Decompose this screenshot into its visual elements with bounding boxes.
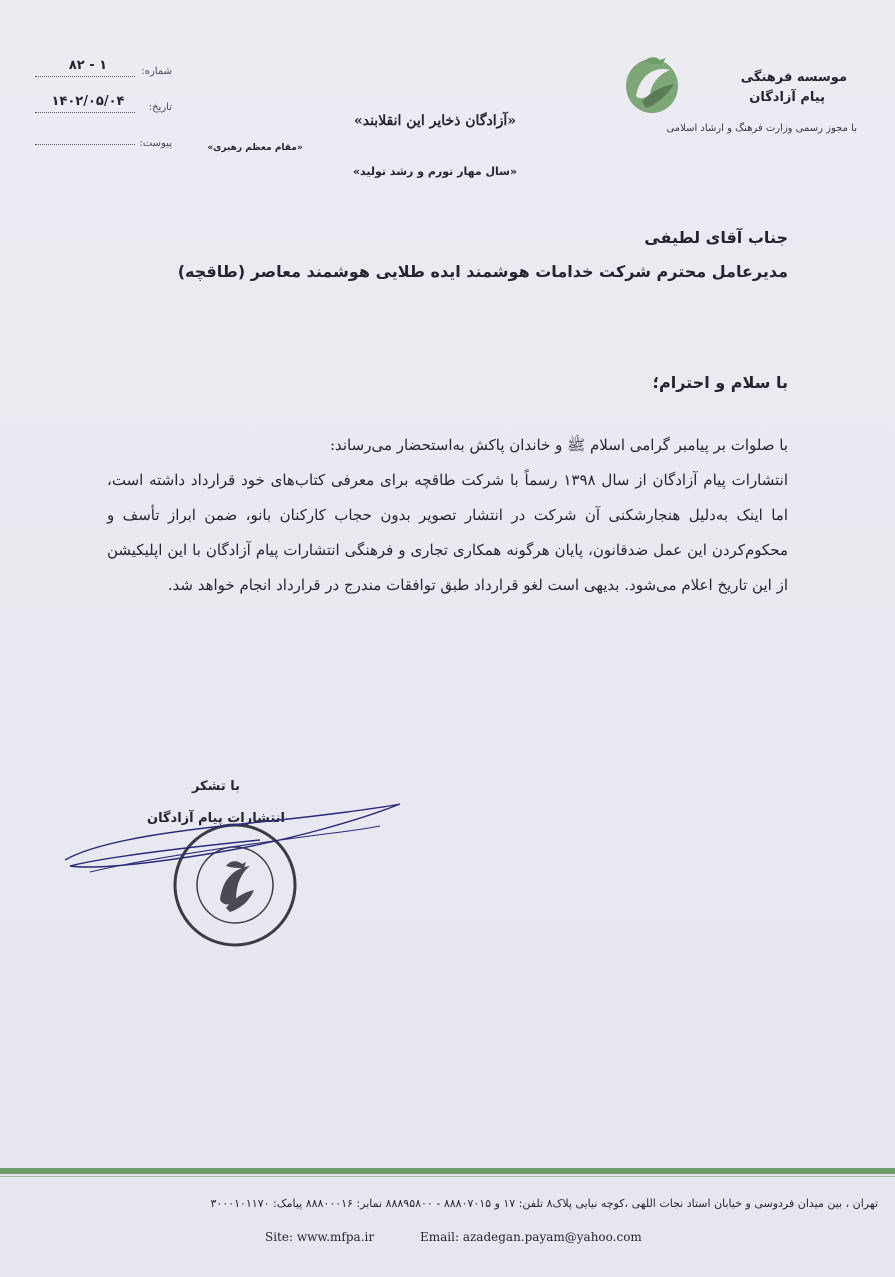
dotted-line	[35, 76, 135, 77]
number-row	[30, 58, 180, 94]
bird-logo-icon	[622, 52, 682, 114]
body-paragraph: با صلوات بر پیامبر گرامی اسلام ﷺ و خاندان پاکش به‌استحضار می‌رساند:	[329, 436, 788, 454]
letter-body	[107, 428, 788, 603]
footer-address: تهران ، بین میدان فردوسی و خیابان استاد نجات اللهی ،کوچه نیایی پلاک۸ تلفن: ۱۷ و ۸۸۸۰۷۰۱۵ - ۸۸۸۹۵۸۰۰ نمابر: ۸۸۸۰۰۰۱۶ پیامک: ۳۰۰۰۱۰۱۱۷۰	[210, 1197, 878, 1210]
handwritten-signature	[60, 800, 405, 880]
org-subname: پیام آزادگان	[749, 90, 825, 105]
number-value: ۸۲ - ۱	[68, 58, 108, 73]
license-line: با مجوز رسمی وزارت فرهنگ و ارشاد اسلامی	[666, 123, 857, 134]
addressee-title: مدیرعامل محترم شرکت خدامات هوشمند ایده طلایی هوشمند معاصر (طاقچه)	[177, 262, 788, 281]
footer-website: Site: www.mfpa.ir	[265, 1230, 375, 1244]
motto-primary: «آزادگان ذخایر این انقلابند»	[353, 113, 517, 129]
attachment-row	[30, 130, 180, 166]
greeting: با سلام و احترام؛	[652, 373, 788, 392]
letter-meta	[30, 58, 180, 166]
footer-email: Email: azadegan.payam@yahoo.com	[420, 1230, 642, 1244]
footer-divider-thin	[0, 1176, 895, 1177]
footer-divider	[0, 1168, 895, 1174]
signer-name: انتشارات پیام آزادگان	[146, 811, 285, 826]
dotted-line	[35, 144, 135, 145]
date-row	[30, 94, 180, 130]
closing: با تشکر	[191, 779, 240, 794]
body-paragraph: انتشارات پیام آزادگان از سال ۱۳۹۸ رسماً با شرکت طاقچه برای معرفی کتاب‌های خود قرارداد داشته است، اما اینک به‌دلیل هنجارشکنی آن شرکت در انتشار تصویر بدون حجاب کارکنان بانو، ضمن ابراز تأسف و محکوم‌کردن این عمل ضدقانون، پایان هرگونه همکاری تجاری و فرهنگی انتشارات پیام آزادگان با این اپلیکیشن از این تاریخ اعلام می‌شود. بدیهی است لغو قرارداد طبق توافقات مندرج در قرارداد انجام خواهد شد.	[107, 471, 789, 594]
dotted-line	[35, 112, 135, 113]
number-label: شماره:	[141, 66, 172, 77]
letterhead-logo-block	[597, 52, 857, 152]
org-name: موسسه فرهنگی	[740, 70, 847, 85]
date-value: ۱۴۰۲/۰۵/۰۴	[51, 94, 125, 109]
date-label: تاریخ:	[148, 102, 172, 113]
attachment-label: پیوست:	[139, 138, 172, 149]
motto-year: «سال مهار تورم و رشد تولید»	[352, 165, 518, 178]
motto-attribution: «مقام معظم رهبری»	[207, 143, 303, 153]
addressee-name: جناب آقای لطیفی	[644, 228, 788, 247]
